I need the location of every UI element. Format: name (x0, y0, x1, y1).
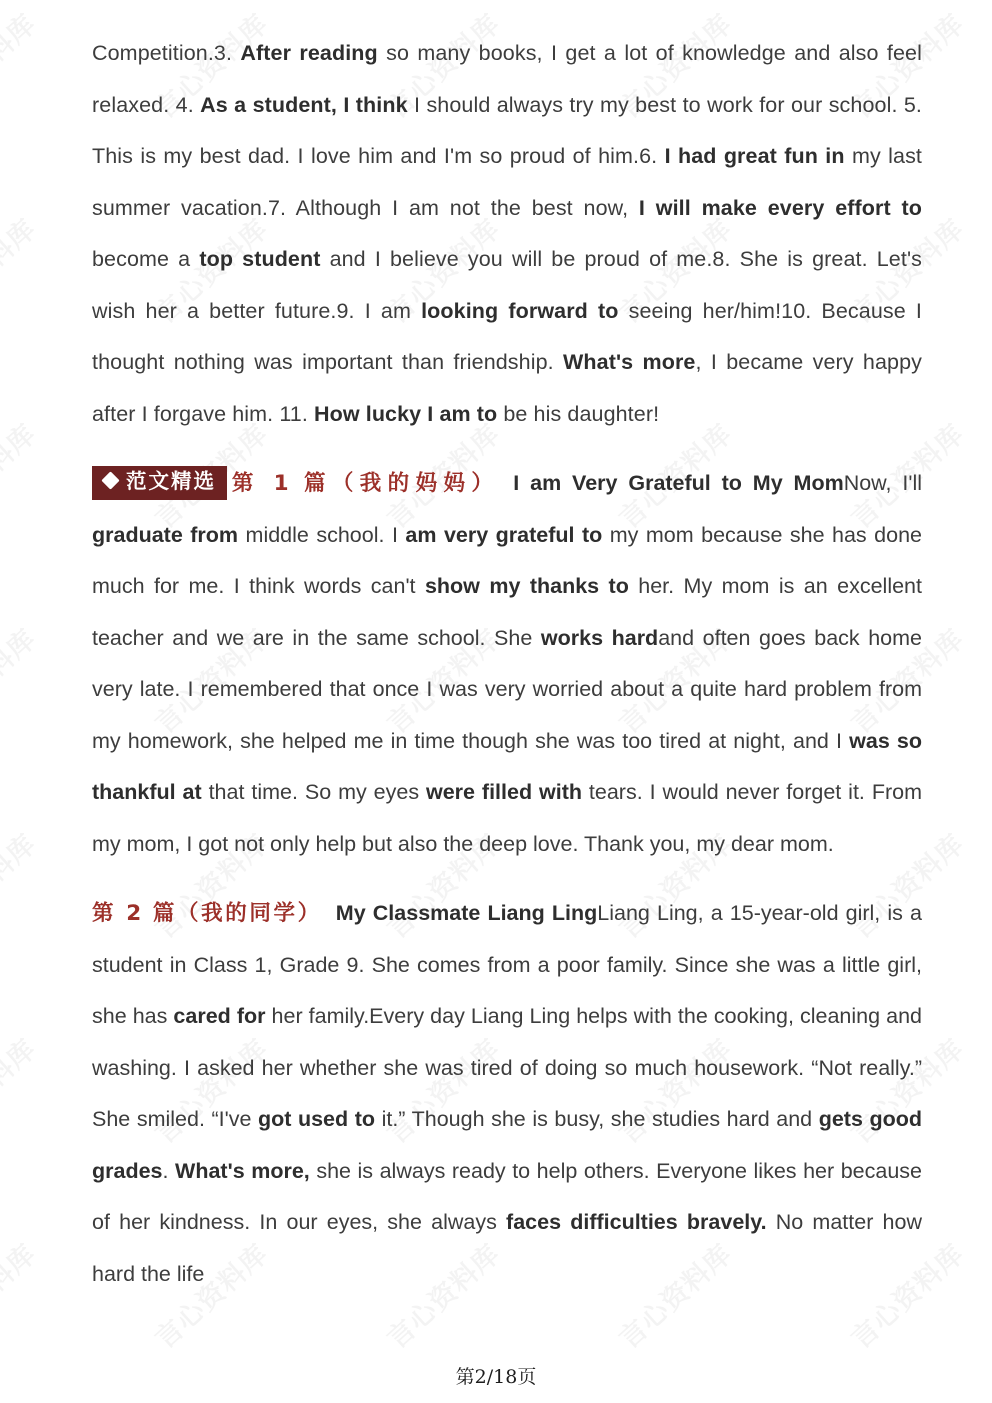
essay-1-title: I am Very Grateful to My Mom (513, 471, 844, 495)
text-run: seeing her/him!10. Because I thought nothing was important than friendship. (92, 298, 922, 374)
bold-phrase: faces difficulties bravely. (506, 1210, 767, 1234)
page-number: 第2/18页 (455, 1366, 537, 1388)
bold-phrase: What's more (563, 350, 696, 374)
bold-phrase: am very grateful to (405, 522, 603, 547)
bold-phrase: I had great fun in (664, 144, 845, 168)
text-run: that time. So my eyes (201, 780, 426, 804)
essay-2-number-label: 第 2 篇（我的同学） (92, 901, 322, 926)
text-run: she is always ready to help others. Everyone likes her because of her kindness. In our eyes, she always (92, 1158, 923, 1234)
bold-phrase: was so thankful at (92, 728, 923, 804)
text-run: so many books, I get a lot of knowledge and also feel relaxed. 4. (92, 41, 922, 117)
bold-phrase: As a student, I think (200, 92, 408, 117)
text-run: become a (92, 247, 200, 271)
text-run: it.” Though she is busy, she studies hard and (375, 1107, 819, 1131)
text-run: her. My mom is an excellent teacher and we are in the same school. She (92, 574, 922, 650)
bold-phrase: were filled with (426, 780, 582, 804)
bold-phrase: looking forward to (421, 298, 619, 323)
bold-phrase: What's more, (175, 1158, 310, 1183)
text-run: and I believe you will be proud of me.8. She is great. Let's wish her a better future.9. I am (92, 247, 922, 323)
text-run: , I became very happy after I forgave him. 11. (92, 350, 922, 426)
text-run: my mom because she has done much for me. I think words can't (92, 522, 922, 598)
essay-1-heading-paragraph (92, 458, 944, 870)
text-run: be his daughter! (497, 401, 660, 426)
bold-phrase: gets good grades (92, 1107, 922, 1183)
essay-1-number-label: 第 1 篇（我的妈妈） (227, 471, 500, 496)
text-run: my last summer vacation.7. Although I am not the best now, (92, 144, 922, 220)
bold-phrase: show my thanks to (424, 574, 629, 598)
bold-phrase: I will make every effort to (638, 195, 922, 220)
text-run: No matter how hard the life (92, 1210, 922, 1286)
bold-phrase: After reading (240, 41, 378, 65)
featured-essay-badge (92, 466, 227, 500)
paragraph-sentence-patterns (92, 28, 944, 440)
text-run: I should always try my best to work for our school. 5. This is my best dad. I love him and I'm so proud of him.6. (92, 92, 923, 168)
text-run: Liang Ling, a 15-year-old girl, is a student in Class 1, Grade 9. She comes from a poor family. Since she was a little girl, she has (92, 901, 922, 1028)
text-run: . (162, 1158, 176, 1183)
essay-2-title: My Classmate Liang Ling (335, 901, 598, 925)
essay-2-body (92, 901, 922, 1286)
diamond-icon (101, 471, 119, 489)
essay-2-heading-paragraph (92, 888, 944, 1300)
bold-phrase: works hard (540, 625, 659, 650)
text-run: her family.Every day Liang Ling helps with the cooking, cleaning and washing. I asked her whether she was tired of doing so much housework. “Not really.” She smiled. “I've (92, 1004, 922, 1131)
featured-essay-badge-label: 范文精选 (126, 469, 216, 493)
page-footer (0, 1362, 992, 1389)
bold-phrase: got used to (257, 1107, 376, 1131)
text-run: Competition.3. (92, 41, 241, 65)
text-run: tears. I would never forget it. From my mom, I got not only help but also the deep love. Thank you, my dear mom. (92, 780, 922, 856)
bold-phrase: top student (199, 247, 321, 271)
text-run: middle school. I (238, 522, 406, 547)
bold-phrase: cared for (173, 1004, 266, 1028)
bold-phrase: How lucky I am to (313, 401, 498, 426)
essay-1-body (92, 471, 922, 856)
text-run: and often goes back home very late. I remembered that once I was very worried about a quite hard problem from my homework, she helped me in time though she was too tired at night, and I (92, 625, 923, 753)
text-run: Now, I'll (843, 471, 922, 495)
bold-phrase: graduate from (92, 522, 239, 547)
